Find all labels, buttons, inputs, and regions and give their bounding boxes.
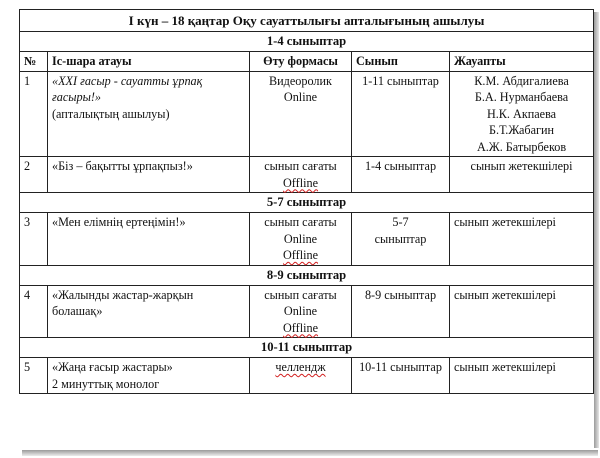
table-title: I күн – 18 қаңтар Оқу сауаттылығы апталығының ашылуы [20,10,594,32]
responsible-person: Б.Т.Жабагин [489,123,555,137]
grade-line: сыныптар [374,231,427,246]
event-cell [48,358,250,394]
form-line: Offline [283,175,318,190]
grade-cell: 1-4 сыныптар [352,157,450,193]
form-line: Offline [283,320,318,335]
grade-cell [352,213,450,266]
section-title: 10-11 сыныптар [20,338,594,358]
event-cell [48,285,250,338]
header-form: Өту формасы [250,52,352,72]
event-note: 2 минуттық монолог [52,376,160,391]
responsible-cell: сынып жетекшілері [450,358,594,394]
page-shadow-right [594,12,599,448]
grade-cell: 10-11 сыныптар [352,358,450,394]
table-row [20,157,594,193]
form-cell [250,285,352,338]
section-row [20,193,594,213]
form-line: Online [283,231,318,246]
row-number: 1 [20,71,48,157]
form-cell [250,157,352,193]
header-row [20,52,594,72]
table-row [20,285,594,338]
event-title-line: болашақ» [52,304,103,318]
event-title-line: ғасыры!» [52,90,102,104]
grade-cell: 1-11 сыныптар [352,71,450,157]
grade-line: 5-7 [392,215,409,229]
header-grade: Сынып [352,52,450,72]
responsible-cell: сынып жетекшілері [450,157,594,193]
event-cell: «Біз – бақытты ұрпақпыз!» [48,157,250,193]
event-cell: «Мен елімнің ертеңімін!» [48,213,250,266]
section-title: 1-4 сыныптар [20,32,594,52]
form-cell [250,358,352,394]
form-cell [250,71,352,157]
form-line: Offline [283,248,318,262]
row-number: 5 [20,358,48,394]
event-title-line: «XXI ғасыр - сауатты ұрпақ [52,73,203,88]
form-line: Видеоролик [269,73,332,88]
table-title-row [20,10,594,32]
event-title-line: «Жалынды жастар-жарқын [52,287,194,302]
table-row [20,213,594,266]
section-row [20,32,594,52]
form-line: сынып сағаты [264,159,337,173]
row-number: 3 [20,213,48,266]
grade-cell: 8-9 сыныптар [352,285,450,338]
responsible-cell: сынып жетекшілері [450,213,594,266]
event-title-line: «Жаңа ғасыр жастары» [52,360,173,374]
event-cell [48,71,250,157]
header-num: № [20,52,48,72]
responsible-person: Б.А. Нурманбаева [474,90,569,104]
section-title: 5-7 сыныптар [20,193,594,213]
form-line: Online [283,90,318,104]
form-line: сынып сағаты [264,215,337,229]
table-row [20,71,594,157]
responsible-cell: сынып жетекшілері [450,285,594,338]
responsible-person: А.Ж. Батырбеков [476,139,567,154]
event-note: (апталықтың ашылуы) [52,106,170,121]
responsible-person: К.М. Абдигалиева [474,73,569,88]
section-title: 8-9 сыныптар [20,265,594,285]
section-row [20,338,594,358]
form-line: сынып сағаты [264,287,337,302]
row-number: 4 [20,285,48,338]
header-event: Іс-шара атауы [48,52,250,72]
responsible-cell [450,71,594,157]
schedule-document [19,9,593,449]
schedule-table [19,9,594,394]
responsible-person: Н.К. Акпаева [486,106,557,121]
form-cell [250,213,352,266]
header-responsible: Жауапты [450,52,594,72]
row-number: 2 [20,157,48,193]
form-line: Online [283,304,318,318]
form-line: челлендж [275,360,326,374]
section-row [20,265,594,285]
table-row [20,358,594,394]
page-shadow-bottom [22,450,598,456]
